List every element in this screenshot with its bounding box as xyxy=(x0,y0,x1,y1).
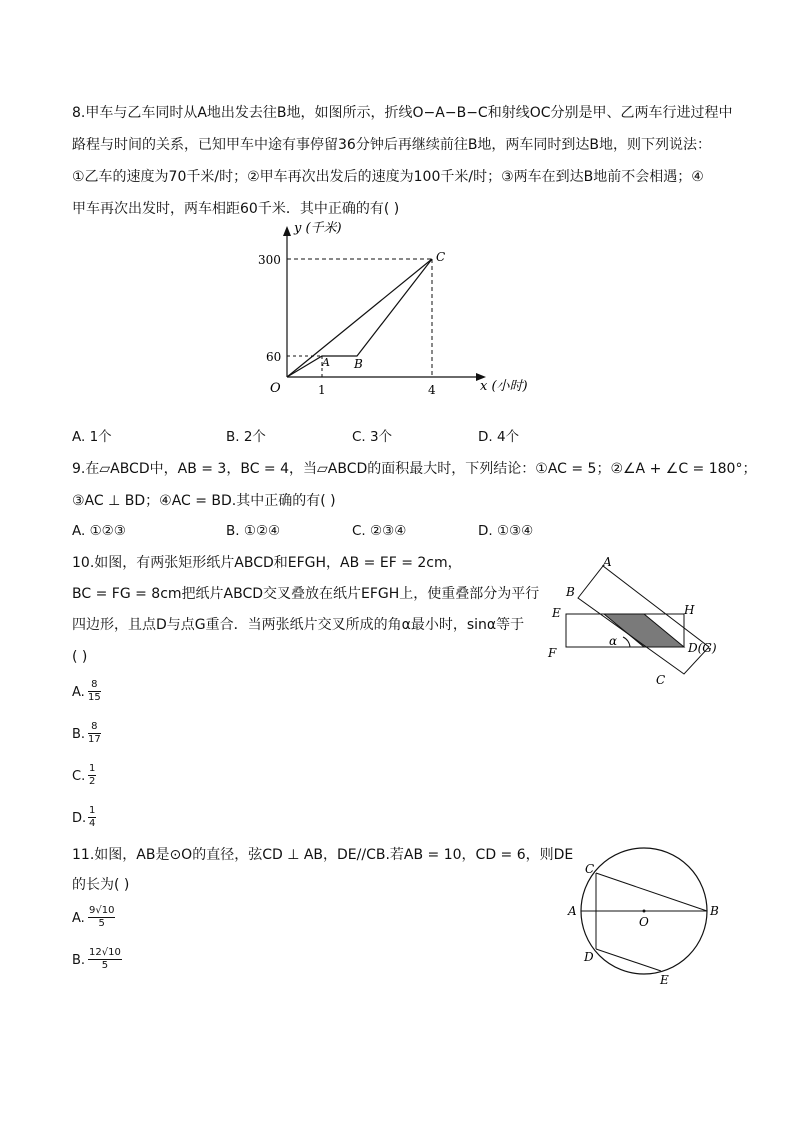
q8-option-d[interactable]: D. 4个 xyxy=(478,429,520,445)
alpha-arc xyxy=(623,637,630,647)
q8-text-line2: 路程与时间的关系，已知甲车中途有事停留36分钟后再继续前往B地，两车同时到达B地，则下列说法： xyxy=(72,137,712,153)
label-c: C xyxy=(656,673,666,687)
q8-option-b[interactable]: B. 2个 xyxy=(226,429,266,445)
q9-option-c[interactable]: C. ②③④ xyxy=(352,523,407,539)
label-e: E xyxy=(660,973,669,987)
center-dot xyxy=(643,910,646,913)
label-alpha: α xyxy=(609,634,618,648)
q10-text-line2: BC = FG = 8cm把纸片ABCD交叉叠放在纸片EFGH上，使重叠部分为平行 xyxy=(72,586,540,602)
point-b-label: B xyxy=(354,357,363,371)
q10-text-line3: 四边形，且点D与点G重合．当两张纸片交叉所成的角α最小时，sinα等于 xyxy=(72,617,525,633)
q10-rectangles-figure xyxy=(540,550,730,690)
chord-cb xyxy=(596,873,707,911)
point-c-label: C xyxy=(436,250,446,264)
q11-text-line1: 11.如图，AB是⊙O的直径，弦CD ⊥ AB，DE//CB.若AB = 10，CD = 6，则DE xyxy=(72,847,574,863)
label-e: E xyxy=(552,606,561,620)
chord-de xyxy=(596,949,661,971)
q11-circle-figure xyxy=(560,840,730,995)
q9-option-b[interactable]: B. ①②④ xyxy=(226,523,281,539)
y-tick-60: 60 xyxy=(266,350,282,364)
label-a: A xyxy=(568,904,577,918)
q8-text-line1: 8.甲车与乙车同时从A地出发去往B地，如图所示，折线O−A−B−C和射线OC分别是甲、乙两车行进过程中 xyxy=(72,105,733,121)
y-axis-arrow xyxy=(283,226,291,236)
x-tick-1: 1 xyxy=(318,383,326,397)
label-o: O xyxy=(639,915,649,929)
q10-text-line4: ( ) xyxy=(72,649,88,665)
label-c: C xyxy=(585,862,595,876)
label-b: B xyxy=(710,904,719,918)
y-axis-label: y (千米) xyxy=(294,221,342,236)
q9-text-line2: ③AC ⊥ BD；④AC = BD.其中正确的有( ) xyxy=(72,493,336,509)
q10-text-line1: 10.如图，有两张矩形纸片ABCD和EFGH，AB = EF = 2cm， xyxy=(72,555,462,571)
q8-option-c[interactable]: C. 3个 xyxy=(352,429,393,445)
label-d: D xyxy=(584,950,594,964)
q9-option-d[interactable]: D. ①③④ xyxy=(478,523,534,539)
label-b: B xyxy=(566,585,575,599)
label-a: A xyxy=(603,555,612,569)
x-tick-4: 4 xyxy=(428,383,436,397)
q8-text-line4: 甲车再次出发时，两车相距60千米．其中正确的有( ) xyxy=(72,201,400,217)
origin-label: O xyxy=(270,381,281,396)
label-f: F xyxy=(548,646,557,660)
q8-option-a[interactable]: A. 1个 xyxy=(72,429,112,445)
label-dg: D(G) xyxy=(688,641,717,655)
x-axis-label: x (小时) xyxy=(480,379,528,394)
q9-text-line1: 9.在▱ABCD中，AB = 3，BC = 4，当▱ABCD的面积最大时，下列结论：①AC = 5；②∠A + ∠C = 180°； xyxy=(72,461,757,477)
y-tick-300: 300 xyxy=(258,253,281,267)
point-a-label: A xyxy=(322,356,330,369)
q8-distance-time-graph xyxy=(250,215,550,400)
q8-text-line3: ①乙车的速度为70千米/时；②甲车再次出发后的速度为100千米/时；③两车在到达B地前不会相遇；④ xyxy=(72,169,704,185)
q9-option-a[interactable]: A. ①②③ xyxy=(72,523,126,539)
label-h: H xyxy=(684,603,695,617)
q11-text-line2: 的长为( ) xyxy=(72,877,130,893)
